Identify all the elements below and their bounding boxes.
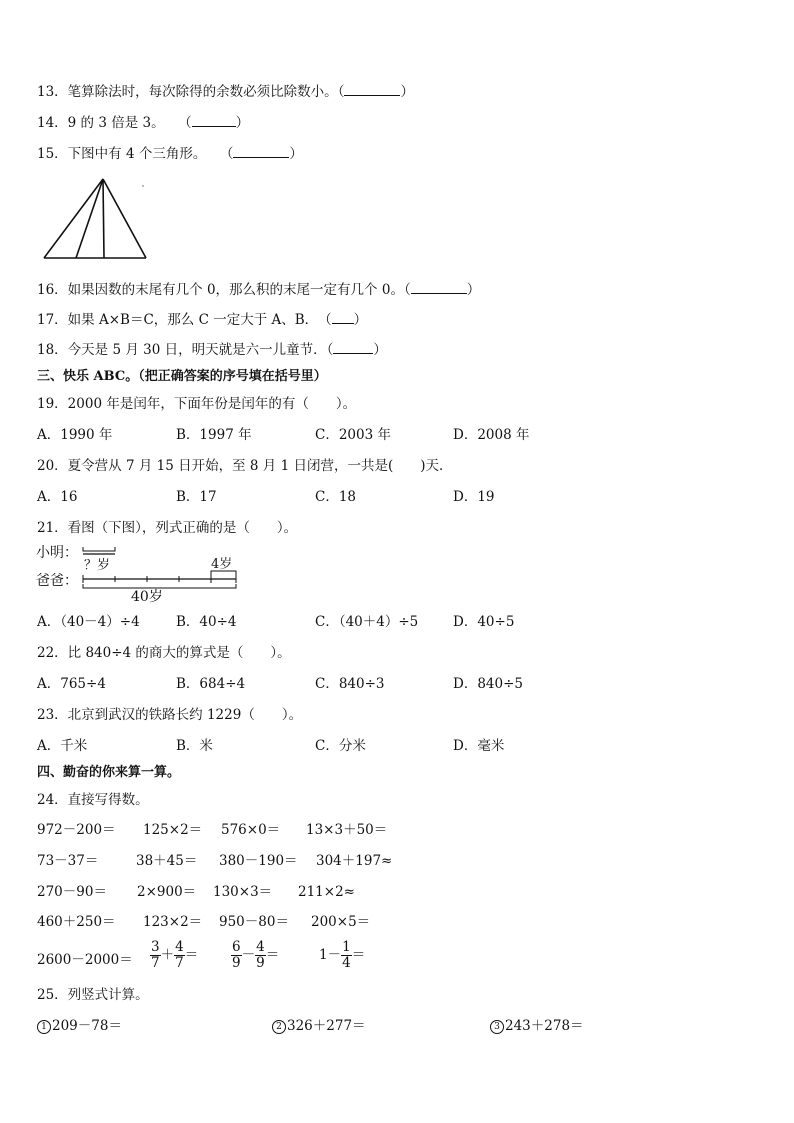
vertical-calc-2-expr: 326＋277＝ — [287, 1018, 366, 1034]
q23-option-d[interactable]: D．毫米 — [453, 738, 505, 754]
label-unknown-age: ？岁 — [84, 558, 111, 573]
calc-r1-c3: 576×0＝ — [221, 822, 281, 838]
q20-option-c[interactable]: C．18 — [315, 489, 357, 505]
vertical-calc-1-expr: 209－78＝ — [52, 1018, 122, 1034]
question-16: 16．如果因数的末尾有几个 0，那么积的末尾一定有几个 0。（ ） — [37, 282, 481, 298]
q23-option-b[interactable]: B．米 — [176, 738, 213, 754]
fraction-1-4: $\frac{1}{4}$ — [342, 939, 351, 971]
label-extra-age: 4岁 — [211, 557, 233, 572]
calc-r3-c2: 2×900＝ — [137, 884, 197, 900]
q20-option-b[interactable]: B．17 — [176, 489, 217, 505]
question-13: 13．笔算除法时，每次除得的余数必须比除数小。（ ） — [37, 84, 414, 100]
question-19-stem: 19．2000 年是闰年，下面年份是闰年的有（ ）。 — [37, 396, 357, 412]
vertical-calc-1 — [37, 1017, 122, 1035]
question-14-text: 14．9 的 3 倍是 3。 — [37, 115, 158, 131]
calc-r3-c3: 130×3＝ — [213, 884, 273, 900]
stray-dot — [142, 185, 144, 187]
answer-blank-17[interactable] — [332, 311, 354, 324]
q19-option-b[interactable]: B．1997 年 — [176, 427, 252, 443]
calc-r4-c4: 200×5＝ — [311, 914, 371, 930]
calc-r5-c4: 1－ $\frac{1}{4}$ ＝ — [319, 939, 366, 971]
fraction-4-7: $\frac{4}{7}$ — [175, 939, 184, 971]
answer-blank-13[interactable] — [344, 83, 400, 96]
question-18-text: 18．今天是 5 月 30 日，明天就是六一儿童节． — [37, 342, 327, 358]
label-xiaoming: 小明： — [36, 545, 78, 561]
q21-option-c[interactable]: C．（40＋4）÷5 — [315, 614, 419, 630]
fraction-6-9: $\frac{6}{9}$ — [232, 939, 241, 971]
label-total-age: 40岁 — [131, 589, 163, 604]
circled-number-3: 3 — [490, 1020, 504, 1034]
section-4-title: 四、勤奋的你来算一算。 — [37, 765, 181, 780]
question-24-stem: 24．直接写得数。 — [37, 792, 149, 808]
q22-option-a[interactable]: A．765÷4 — [37, 676, 106, 692]
q20-option-d[interactable]: D．19 — [453, 489, 495, 505]
circled-number-1: 1 — [37, 1020, 51, 1034]
xiaoming-brace — [83, 547, 115, 551]
vertical-calc-2 — [272, 1017, 366, 1035]
fraction-3-7: $\frac{3}{7}$ — [151, 939, 160, 971]
triangle-figure — [40, 174, 150, 264]
calc-r2-c3: 380－190＝ — [219, 853, 298, 869]
question-15-text: 15．下图中有 4 个三角形。 — [37, 146, 200, 162]
question-25-stem: 25．列竖式计算。 — [37, 987, 149, 1003]
triangle-left-edge — [44, 179, 103, 258]
calc-r5-c1: 2600－2000＝ — [37, 952, 133, 968]
q21-option-b[interactable]: B．40÷4 — [176, 614, 237, 630]
calc-r1-c2: 125×2＝ — [143, 822, 203, 838]
calc-r4-c2: 123×2＝ — [143, 914, 203, 930]
calc-r5-c2: $\frac{3}{7}$ ＋ $\frac{4}{7}$ ＝ — [151, 939, 199, 971]
triangle-inner-line-2 — [103, 179, 104, 258]
question-15: 15．下图中有 4 个三角形。 （ ） — [37, 146, 303, 162]
triangle-right-edge — [103, 179, 146, 258]
q19-option-d[interactable]: D．2008 年 — [453, 427, 530, 443]
section-3-title: 三、快乐 ABC。（把正确答案的序号填在括号里） — [37, 369, 327, 384]
question-13-text: 13．笔算除法时，每次除得的余数必须比除数小。 — [37, 84, 338, 100]
calc-r4-c1: 460＋250＝ — [37, 914, 116, 930]
vertical-calc-3 — [490, 1017, 584, 1035]
calc-r2-c4: 304＋197≈ — [316, 853, 393, 869]
calc-r5-c3: $\frac{6}{9}$ － $\frac{4}{9}$ ＝ — [232, 939, 280, 971]
calc-r2-c2: 38＋45＝ — [136, 853, 198, 869]
q20-option-a[interactable]: A．16 — [37, 489, 78, 505]
calc-r2-c1: 73－37＝ — [37, 853, 99, 869]
q22-option-d[interactable]: D．840÷5 — [453, 676, 523, 692]
q23-option-c[interactable]: C．分米 — [315, 738, 366, 754]
question-17: 17．如果 A×B＝C，那么 C 一定大于 A、B． （ ） — [37, 312, 368, 328]
q21-option-d[interactable]: D．40÷5 — [453, 614, 515, 630]
q19-option-a[interactable]: A．1990 年 — [37, 427, 113, 443]
q22-option-b[interactable]: B．684÷4 — [176, 676, 246, 692]
label-baba: 爸爸： — [36, 573, 78, 589]
calc-r1-c1: 972－200＝ — [37, 822, 116, 838]
total-age-brace — [83, 584, 236, 588]
question-23-stem: 23．北京到武汉的铁路长约 1229（ ）。 — [37, 707, 303, 723]
age-line-diagram — [36, 542, 246, 604]
calc-r3-c4: 211×2≈ — [298, 884, 355, 900]
answer-blank-15[interactable] — [233, 145, 289, 158]
triangle-inner-line-1 — [76, 179, 103, 258]
question-18: 18．今天是 5 月 30 日，明天就是六一儿童节．（ ） — [37, 342, 387, 358]
answer-blank-14[interactable] — [192, 114, 236, 127]
fraction-4-9: $\frac{4}{9}$ — [256, 939, 265, 971]
calc-r3-c1: 270－90＝ — [37, 884, 107, 900]
answer-blank-16[interactable] — [411, 281, 467, 294]
question-14: 14．9 的 3 倍是 3。 （ ） — [37, 115, 250, 131]
vertical-calc-3-expr: 243＋278＝ — [505, 1018, 584, 1034]
q19-option-c[interactable]: C．2003 年 — [315, 427, 391, 443]
calc-r1-c4: 13×3＋50＝ — [306, 822, 388, 838]
question-20-stem: 20．夏令营从 7 月 15 日开始，至 8 月 1 日闭营，一共是( )天． — [37, 458, 453, 474]
circled-number-2: 2 — [272, 1020, 286, 1034]
q23-option-a[interactable]: A．千米 — [37, 738, 88, 754]
question-21-stem: 21．看图（下图），列式正确的是（ ）。 — [37, 520, 298, 536]
answer-blank-18[interactable] — [333, 341, 373, 354]
question-17-text: 17．如果 A×B＝C，那么 C 一定大于 A、B． — [37, 312, 312, 328]
question-22-stem: 22．比 840÷4 的商大的算式是（ ）。 — [37, 645, 291, 661]
question-16-text: 16．如果因数的末尾有几个 0，那么积的末尾一定有几个 0。 — [37, 282, 404, 298]
q21-option-a[interactable]: A．（40－4）÷4 — [37, 614, 140, 630]
q22-option-c[interactable]: C．840÷3 — [315, 676, 385, 692]
calc-r4-c3: 950－80＝ — [219, 914, 289, 930]
